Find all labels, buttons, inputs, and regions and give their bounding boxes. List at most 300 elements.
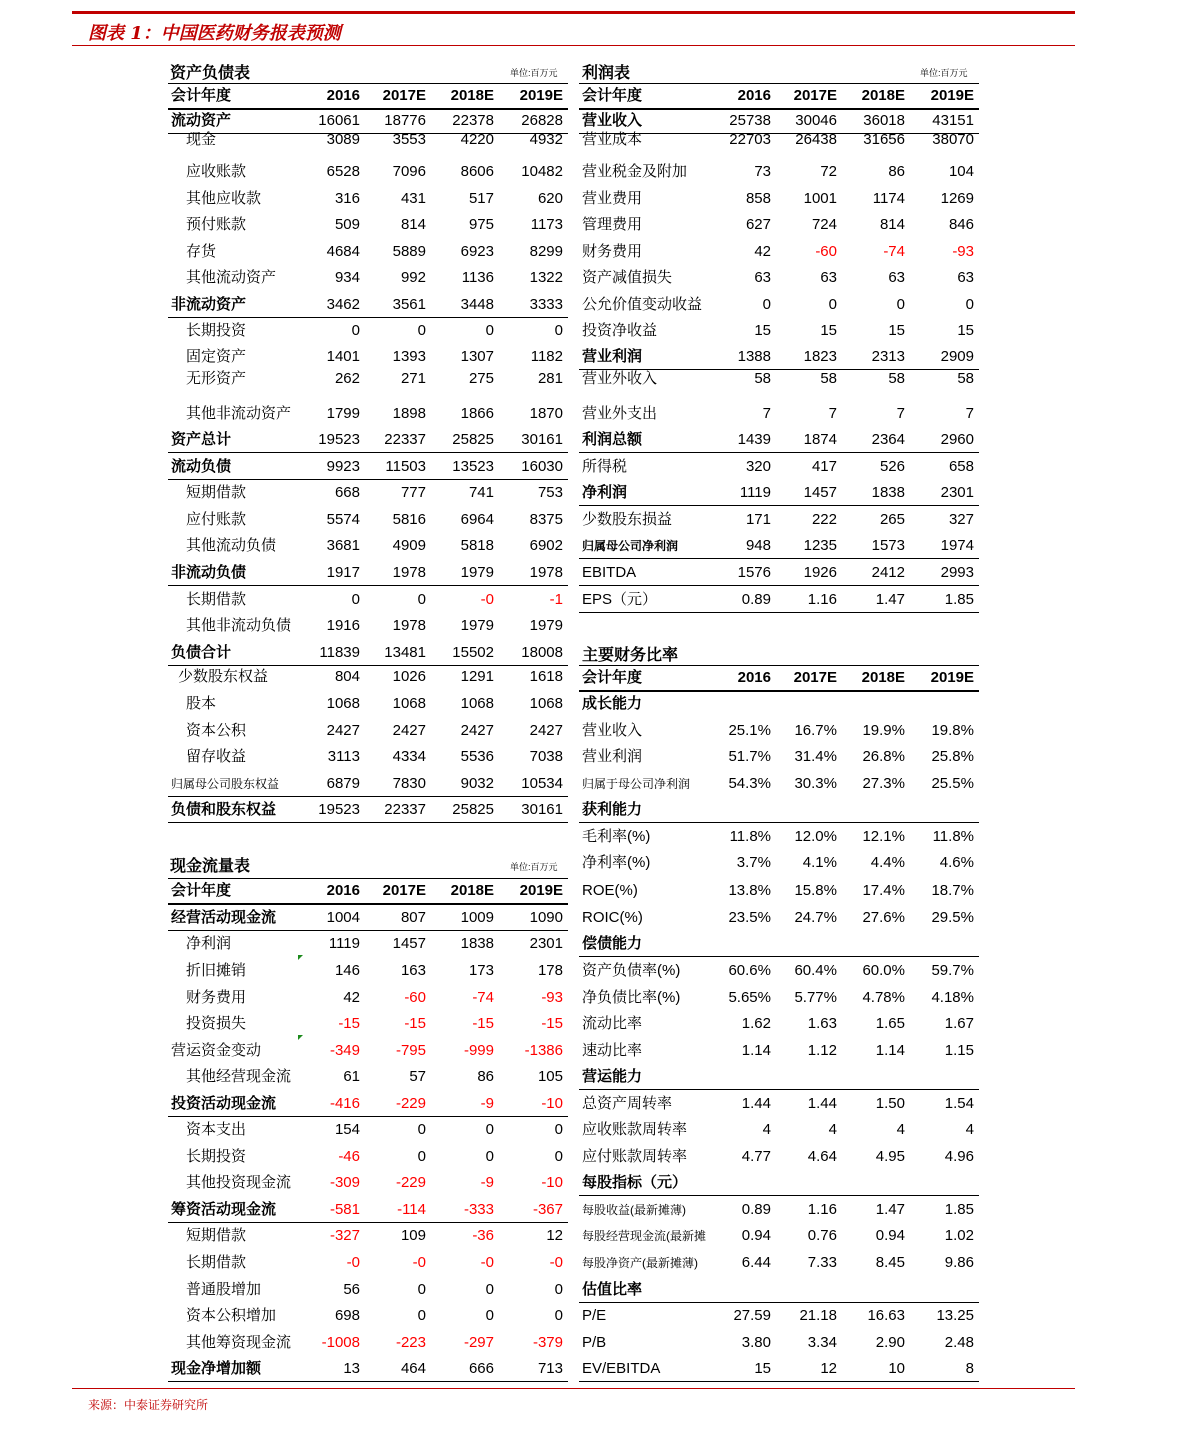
row-value: 724 [811, 216, 837, 233]
header-year: 2017E [382, 87, 426, 104]
row-value: 7 [828, 405, 837, 422]
cash-flow-row [168, 1356, 568, 1382]
row-value: 6964 [460, 511, 494, 528]
row-label: EBITDA [582, 564, 637, 581]
row-label: 营运能力 [582, 1068, 643, 1085]
row-value: 38070 [932, 131, 974, 148]
row-value: 73 [754, 163, 771, 180]
header-year: 2017E [793, 669, 837, 686]
row-label: 其他流动负债 [186, 537, 277, 554]
row-value: 59.7% [931, 962, 974, 979]
cash-flow-title: 现金流量表 [170, 858, 251, 875]
row-value: 846 [948, 216, 974, 233]
title-rule [72, 45, 1075, 46]
row-rule [168, 452, 568, 453]
header-label: 会计年度 [171, 87, 232, 104]
row-value: 58 [754, 370, 771, 387]
row-value: 1119 [739, 484, 771, 501]
row-value: 4 [828, 1121, 837, 1138]
row-value: 2364 [871, 431, 905, 448]
header-year: 2016 [737, 87, 771, 104]
row-value: 2301 [940, 484, 974, 501]
row-value: 61 [343, 1068, 360, 1085]
header-year: 2017E [793, 87, 837, 104]
row-value: -367 [532, 1201, 563, 1218]
row-value: 1182 [530, 348, 563, 365]
row-value: 0 [828, 296, 837, 313]
row-value: 2909 [940, 348, 974, 365]
row-label: 长期借款 [186, 591, 247, 608]
row-value: 698 [334, 1307, 360, 1324]
row-value: 23.5% [728, 909, 771, 926]
ratios-row [579, 850, 979, 876]
header-year: 2019E [519, 882, 563, 899]
row-value: 15 [754, 322, 771, 339]
row-value: 1322 [529, 269, 563, 286]
row-value: -15 [472, 1015, 494, 1032]
row-value: 146 [334, 962, 360, 979]
row-value: 1174 [872, 190, 905, 207]
row-label: 净利润 [186, 935, 232, 952]
row-value: 1.65 [875, 1015, 905, 1032]
balance-sheet-row [168, 318, 568, 344]
row-label: 少数股东权益 [178, 668, 269, 685]
row-value: 19.8% [931, 722, 974, 739]
row-value: 1388 [737, 348, 771, 365]
row-label: 估值比率 [582, 1281, 643, 1298]
row-label: 营业费用 [582, 190, 643, 207]
ratios-row [579, 1117, 979, 1143]
row-label: 流动比率 [582, 1015, 643, 1032]
row-label: 营业外收入 [582, 370, 658, 387]
cash-flow-header-row [168, 878, 568, 904]
cash-flow-row [168, 1144, 568, 1170]
row-value: -9 [480, 1095, 494, 1112]
row-value: 658 [948, 458, 974, 475]
row-label: 毛利率(%) [582, 828, 651, 845]
row-value: 948 [745, 537, 771, 554]
section-top-rule [168, 83, 568, 84]
row-label: 留存收益 [186, 748, 247, 765]
row-value: 2427 [529, 722, 563, 739]
row-value: -1386 [524, 1042, 563, 1059]
row-value: 1.14 [875, 1042, 905, 1059]
row-value: 4.78% [862, 989, 905, 1006]
balance-sheet-row [168, 480, 568, 506]
row-label: 非流动负债 [171, 564, 247, 581]
section-top-rule [168, 878, 568, 879]
row-value: 1.50 [875, 1095, 905, 1112]
row-value: 1.62 [741, 1015, 771, 1032]
row-value: 11839 [319, 644, 360, 661]
row-value: 0 [554, 1307, 563, 1324]
row-value: 0 [896, 296, 905, 313]
cash-flow-unit: 单位:百万元 [510, 862, 558, 872]
row-value: 5816 [392, 511, 426, 528]
row-value: 1.85 [944, 591, 974, 608]
row-value: 3113 [327, 748, 360, 765]
row-value: 15 [888, 322, 905, 339]
header-year: 2019E [519, 87, 563, 104]
row-value: 1307 [460, 348, 494, 365]
header-year: 2019E [930, 87, 974, 104]
row-value: 6879 [326, 775, 360, 792]
row-value: 1.14 [741, 1042, 771, 1059]
row-value: 517 [468, 190, 494, 207]
row-label: 净负债比率(%) [582, 989, 681, 1006]
header-year: 2018E [450, 882, 494, 899]
row-label: 股本 [186, 695, 217, 712]
cash-flow-row [168, 1250, 568, 1276]
row-value: 0 [554, 1281, 563, 1298]
row-value: 9923 [326, 458, 360, 475]
row-rule [168, 585, 568, 586]
cash-flow-row [168, 1330, 568, 1356]
ratios-row [579, 718, 979, 744]
balance-sheet-row [168, 613, 568, 639]
row-value: 4.64 [807, 1148, 837, 1165]
row-label: 其他非流动资产 [186, 405, 292, 422]
row-value: 1090 [529, 909, 563, 926]
row-label: 普通股增加 [186, 1281, 262, 1298]
row-label: 营业利润 [582, 348, 643, 365]
row-value: 11503 [385, 458, 426, 475]
row-value: 281 [537, 370, 563, 387]
row-value: 1979 [460, 617, 494, 634]
row-value: 154 [334, 1121, 360, 1138]
row-value: -15 [404, 1015, 426, 1032]
row-value: 178 [537, 962, 563, 979]
row-value: 72 [820, 163, 837, 180]
row-value: 620 [537, 190, 563, 207]
row-label: 每股经营现金流(最新摊 [582, 1229, 706, 1243]
row-value: 51.7% [728, 748, 771, 765]
row-value: 975 [468, 216, 494, 233]
income-statement-row [579, 239, 979, 265]
row-rule [579, 822, 979, 823]
income-statement-title: 利润表 [582, 65, 631, 82]
ratios-row [579, 1064, 979, 1090]
row-value: 4684 [326, 243, 360, 260]
balance-sheet-row [168, 427, 568, 453]
row-value: 8375 [529, 511, 563, 528]
row-value: 13 [343, 1360, 360, 1377]
row-value: 12.0% [794, 828, 837, 845]
row-value: 104 [948, 163, 974, 180]
income-statement-row [579, 318, 979, 344]
row-rule [168, 1381, 568, 1382]
balance-sheet-row [168, 664, 568, 690]
row-value: 1235 [803, 537, 837, 554]
ratios-row [579, 1144, 979, 1170]
row-value: 42 [754, 243, 771, 260]
row-label: 经营活动现金流 [171, 909, 277, 926]
row-label: 其他非流动负债 [186, 617, 292, 634]
row-value: 526 [879, 458, 905, 475]
row-value: 4932 [529, 131, 563, 148]
row-value: 0 [485, 1281, 494, 1298]
row-value: 1457 [803, 484, 837, 501]
row-label: 现金净增加额 [171, 1360, 262, 1377]
row-value: 25.5% [931, 775, 974, 792]
row-value: 57 [409, 1068, 426, 1085]
row-value: 3089 [326, 131, 360, 148]
cash-flow-row [168, 958, 568, 984]
row-value: -10 [541, 1095, 563, 1112]
row-value: 22337 [384, 801, 426, 818]
balance-sheet-row [168, 239, 568, 265]
ratios-row [579, 905, 979, 931]
cash-flow-row [168, 1197, 568, 1223]
row-label: 归属母公司净利润 [582, 539, 679, 553]
row-value: -999 [463, 1042, 494, 1059]
row-value: 668 [334, 484, 360, 501]
row-value: 3.80 [741, 1334, 771, 1351]
row-value: 18776 [384, 112, 426, 129]
row-value: -114 [397, 1201, 426, 1218]
row-value: 1004 [326, 909, 360, 926]
balance-sheet-header-row [168, 83, 568, 109]
row-value: 15.8% [794, 882, 837, 899]
row-value: 1.54 [944, 1095, 974, 1112]
row-value: 464 [400, 1360, 426, 1377]
row-value: -46 [338, 1148, 360, 1165]
income-statement-row [579, 587, 979, 613]
balance-sheet-row [168, 401, 568, 427]
balance-sheet-row [168, 797, 568, 823]
ratios-row [579, 931, 979, 957]
row-value: 0 [762, 296, 771, 313]
row-value: 713 [537, 1360, 563, 1377]
row-value: 13523 [452, 458, 494, 475]
row-label: 营运资金变动 [171, 1042, 262, 1059]
row-label: 无形资产 [186, 370, 247, 387]
row-value: 1870 [529, 405, 563, 422]
row-value: 1439 [737, 431, 771, 448]
row-value: 60.6% [728, 962, 771, 979]
row-value: -1 [549, 591, 563, 608]
row-value: 1979 [529, 617, 563, 634]
row-value: 10482 [521, 163, 563, 180]
row-value: 10534 [521, 775, 563, 792]
cash-flow-row [168, 1303, 568, 1329]
cash-flow-row [168, 1223, 568, 1249]
row-value: -15 [541, 1015, 563, 1032]
row-value: 4909 [392, 537, 426, 554]
row-value: 2412 [871, 564, 905, 581]
cash-flow-row [168, 905, 568, 931]
row-rule [579, 956, 979, 957]
row-value: 16.7% [794, 722, 837, 739]
row-value: 0 [417, 1307, 426, 1324]
income-statement-row [579, 186, 979, 212]
row-value: 327 [948, 511, 974, 528]
income-statement-row [579, 533, 979, 559]
ratios-row [579, 1197, 979, 1223]
ratios-title: 主要财务比率 [582, 647, 679, 664]
row-label: 资产减值损失 [582, 269, 673, 286]
cash-flow-row [168, 985, 568, 1011]
row-value: -223 [395, 1334, 426, 1351]
row-label: 管理费用 [582, 216, 643, 233]
row-rule [579, 1089, 979, 1090]
row-label: 长期投资 [186, 1148, 247, 1165]
row-value: 431 [400, 190, 426, 207]
cash-flow-row [168, 1117, 568, 1143]
row-value: 8.45 [875, 1254, 905, 1271]
row-value: 31.4% [794, 748, 837, 765]
ratios-row [579, 824, 979, 850]
row-value: 1.16 [807, 591, 837, 608]
row-value: 0 [554, 322, 563, 339]
row-value: 4.77 [741, 1148, 771, 1165]
row-label: ROIC(%) [582, 909, 643, 926]
ratios-row [579, 1330, 979, 1356]
balance-sheet-row [168, 718, 568, 744]
row-value: -0 [549, 1254, 563, 1271]
balance-sheet-row [168, 186, 568, 212]
row-value: 15 [754, 1360, 771, 1377]
balance-sheet-row [168, 587, 568, 613]
row-value: 1866 [460, 405, 494, 422]
row-value: 105 [537, 1068, 563, 1085]
row-rule [579, 558, 979, 559]
row-value: 5.77% [794, 989, 837, 1006]
row-label: 归属母公司股东权益 [171, 777, 280, 791]
row-value: 43151 [932, 112, 974, 129]
row-value: 58 [957, 370, 974, 387]
row-value: 4220 [460, 131, 494, 148]
row-value: 16.63 [867, 1307, 905, 1324]
row-value: 1799 [326, 405, 360, 422]
row-value: 26828 [521, 112, 563, 129]
balance-sheet-row [168, 640, 568, 666]
row-value: 1978 [392, 564, 426, 581]
row-value: 7 [762, 405, 771, 422]
row-value: 1926 [803, 564, 837, 581]
ratios-row [579, 1277, 979, 1303]
row-value: 26.8% [862, 748, 905, 765]
row-value: -309 [329, 1174, 360, 1191]
row-value: 1.63 [807, 1015, 837, 1032]
row-value: 16030 [521, 458, 563, 475]
row-value: 15502 [452, 644, 494, 661]
row-value: 4.95 [875, 1148, 905, 1165]
row-value: 1916 [326, 617, 360, 634]
row-value: -327 [329, 1227, 360, 1244]
ratios-row [579, 797, 979, 823]
row-value: 1173 [530, 216, 563, 233]
row-value: 265 [879, 511, 905, 528]
ratios-row [579, 1356, 979, 1382]
income-statement-row [579, 127, 979, 153]
row-value: 4.4% [870, 854, 905, 871]
row-label: P/B [582, 1334, 607, 1351]
row-value: -333 [463, 1201, 494, 1218]
row-value: 0 [485, 1121, 494, 1138]
header-year: 2018E [861, 669, 905, 686]
row-value: 5818 [460, 537, 494, 554]
row-label: 营业外支出 [582, 405, 658, 422]
row-rule [579, 585, 979, 586]
row-value: 1874 [803, 431, 837, 448]
row-value: -0 [412, 1254, 426, 1271]
row-value: 1.16 [807, 1201, 837, 1218]
row-value: 1393 [392, 348, 426, 365]
row-label: 筹资活动现金流 [171, 1201, 277, 1218]
row-label: 净利率(%) [582, 854, 651, 871]
row-value: 262 [334, 370, 360, 387]
cash-flow-row [168, 1038, 568, 1064]
row-value: 8299 [529, 243, 563, 260]
row-value: 0 [965, 296, 974, 313]
row-value: 2301 [529, 935, 563, 952]
row-value: 814 [400, 216, 426, 233]
row-value: 11.8% [729, 828, 771, 845]
row-label: ROE(%) [582, 882, 638, 899]
row-value: 4.6% [939, 854, 974, 871]
row-label: 公允价值变动收益 [582, 296, 703, 313]
row-value: 0 [554, 1148, 563, 1165]
row-value: 6923 [460, 243, 494, 260]
row-value: 1.44 [807, 1095, 837, 1112]
header-label: 会计年度 [582, 87, 643, 104]
row-value: 814 [879, 216, 905, 233]
row-value: 275 [468, 370, 494, 387]
row-label: 营业利润 [582, 748, 643, 765]
row-value: 26438 [795, 131, 837, 148]
row-value: 17.4% [862, 882, 905, 899]
row-label: 成长能力 [582, 695, 643, 712]
row-value: 7 [896, 405, 905, 422]
row-label: 其他经营现金流 [186, 1068, 292, 1085]
row-value: 27.59 [733, 1307, 771, 1324]
balance-sheet-row [168, 560, 568, 586]
row-value: 0 [485, 1307, 494, 1324]
row-value: 1.15 [944, 1042, 974, 1059]
row-value: 1001 [803, 190, 837, 207]
row-value: 992 [400, 269, 426, 286]
row-label: 应收账款周转率 [582, 1121, 688, 1138]
balance-sheet-row [168, 744, 568, 770]
row-value: 109 [400, 1227, 426, 1244]
row-value: 1618 [529, 668, 563, 685]
row-value: 173 [468, 962, 494, 979]
balance-sheet-row [168, 159, 568, 185]
row-value: 18.7% [931, 882, 974, 899]
row-value: 30161 [521, 431, 563, 448]
income-statement-row [579, 401, 979, 427]
row-value: 0 [351, 322, 360, 339]
row-value: 16061 [318, 112, 360, 129]
row-label: 短期借款 [186, 1227, 247, 1244]
cash-flow-row [168, 1011, 568, 1037]
row-value: 0.76 [807, 1227, 837, 1244]
row-label: 短期借款 [186, 484, 247, 501]
row-label: 资产总计 [171, 431, 232, 448]
ratios-row [579, 1170, 979, 1196]
row-value: 2.48 [944, 1334, 974, 1351]
row-value: 1823 [803, 348, 837, 365]
row-value: 741 [468, 484, 494, 501]
header-year: 2016 [326, 87, 360, 104]
row-label: 每股指标（元） [582, 1174, 688, 1191]
row-value: 807 [400, 909, 426, 926]
row-value: 12 [820, 1360, 837, 1377]
row-value: 271 [400, 370, 426, 387]
row-value: 4 [896, 1121, 905, 1138]
row-value: 2427 [392, 722, 426, 739]
